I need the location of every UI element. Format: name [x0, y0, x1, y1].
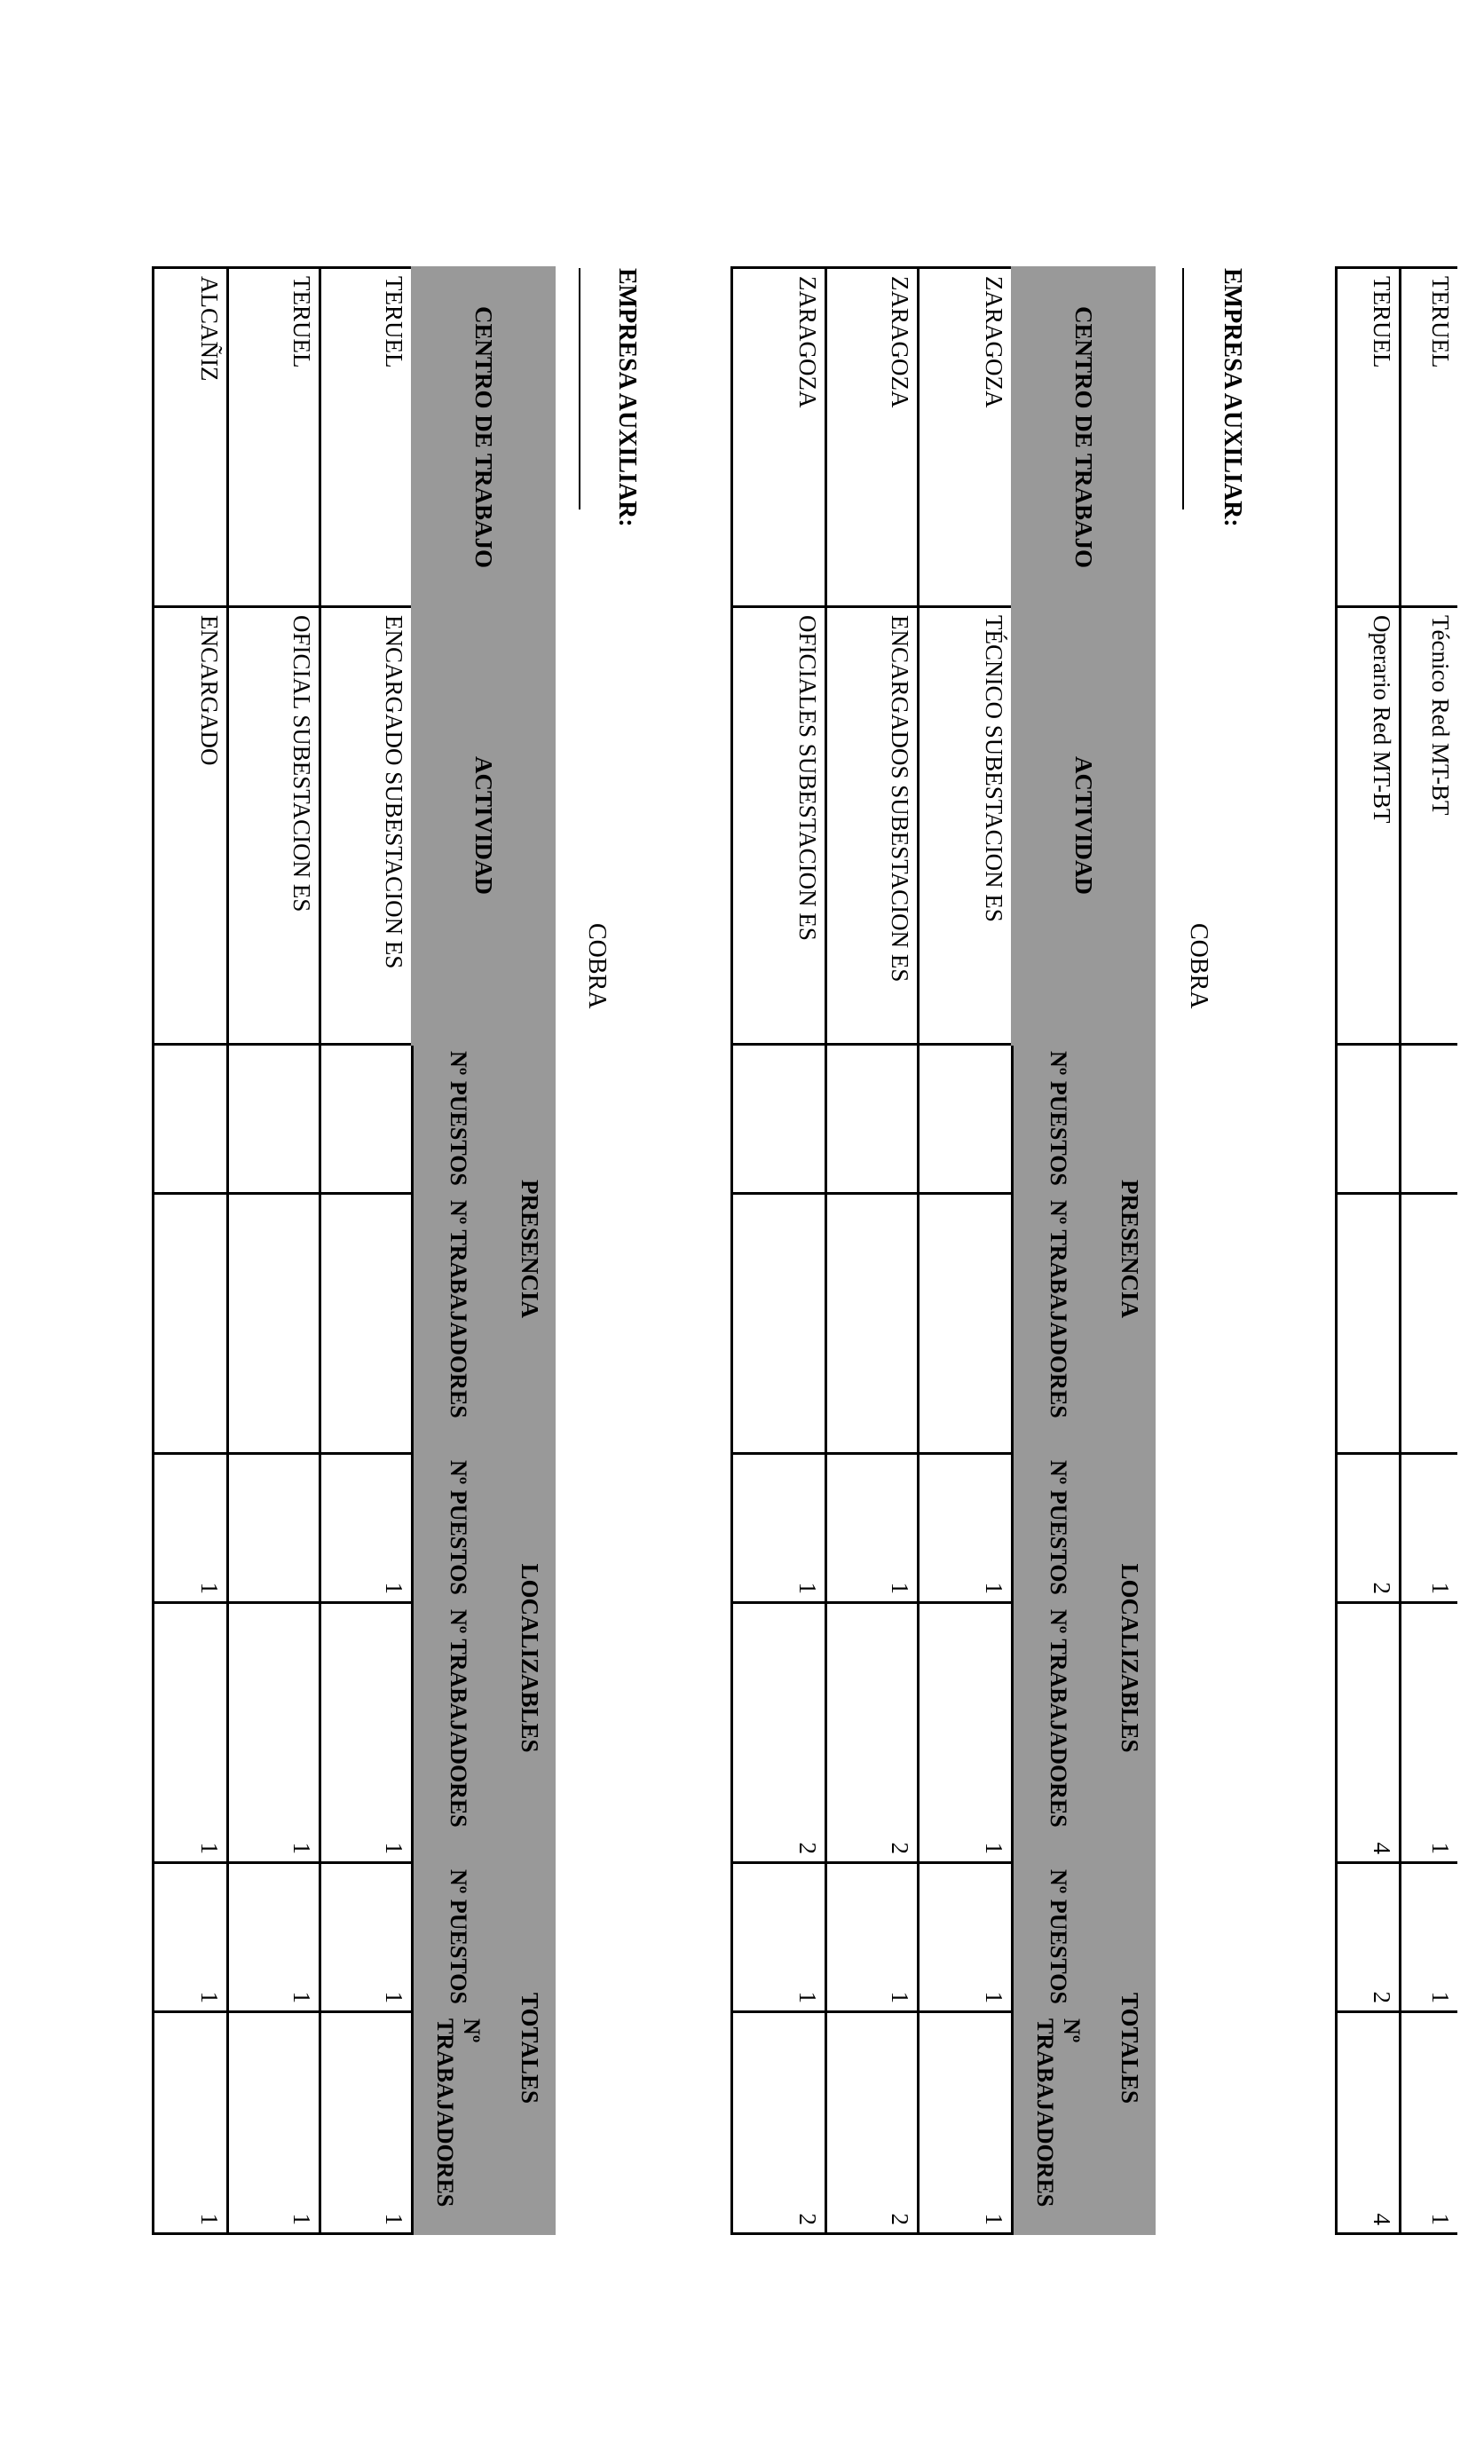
cell-presencia-puestos	[1337, 1045, 1401, 1194]
cell-localizables-trabajadores: 2	[732, 1603, 826, 1863]
cell-localizables-trabajadores: 1	[228, 1603, 320, 1863]
cell-presencia-puestos	[919, 1045, 1013, 1194]
header-localizables: LOCALIZABLES	[505, 1454, 555, 1863]
table-row	[154, 268, 228, 2234]
section2-table	[152, 266, 556, 2235]
cell-presencia-puestos	[826, 1045, 919, 1194]
cell-presencia-trabajadores	[1401, 1194, 1457, 1454]
cell-localizables-trabajadores: 2	[826, 1603, 919, 1863]
empresa-auxiliar-underline	[1182, 268, 1184, 509]
cell-presencia-trabajadores	[228, 1194, 320, 1454]
empresa-auxiliar-name: COBRA	[583, 923, 611, 1009]
cell-actividad: Operario Red MT-BT	[1337, 607, 1401, 1045]
cell-presencia-trabajadores	[919, 1194, 1013, 1454]
header-localizables-trabajadores: Nº TRABAJADORES	[1013, 1603, 1105, 1863]
cell-centro: TERUEL	[1401, 268, 1457, 607]
cell-presencia-trabajadores	[826, 1194, 919, 1454]
empresa-auxiliar-name: COBRA	[1185, 923, 1212, 1009]
table-row	[1337, 268, 1401, 2234]
header-localizables: LOCALIZABLES	[1105, 1454, 1155, 1863]
table-row	[228, 268, 320, 2234]
empresa-auxiliar-underline	[579, 268, 580, 509]
table-row	[826, 268, 919, 2234]
cell-totales-puestos: 1	[732, 1863, 826, 2012]
table-row	[320, 268, 413, 2234]
header-totales-trabajadores: Nº TRABAJADORES	[413, 2012, 505, 2234]
cell-centro: ALCAÑIZ	[154, 268, 228, 607]
cell-totales-trabajadores: 2	[826, 2012, 919, 2234]
cell-totales-puestos: 2	[1337, 1863, 1401, 2012]
cell-localizables-puestos: 1	[919, 1454, 1013, 1603]
header-centro-de-trabajo: CENTRO DE TRABAJO	[413, 268, 555, 607]
cell-centro: ZARAGOZA	[732, 268, 826, 607]
cell-totales-trabajadores: 1	[154, 2012, 228, 2234]
cell-localizables-trabajadores: 1	[320, 1603, 413, 1863]
cell-actividad: OFICIAL SUBESTACION ES	[228, 607, 320, 1045]
cell-presencia-trabajadores	[732, 1194, 826, 1454]
cell-actividad: ENCARGADO SUBESTACION ES	[320, 607, 413, 1045]
cell-totales-puestos: 1	[320, 1863, 413, 2012]
cell-centro: ZARAGOZA	[919, 268, 1013, 607]
table-row	[732, 268, 826, 2234]
cell-presencia-puestos	[228, 1045, 320, 1194]
cell-totales-trabajadores: 1	[1401, 2012, 1457, 2234]
cell-actividad: ENCARGADO	[154, 607, 228, 1045]
cell-presencia-trabajadores	[320, 1194, 413, 1454]
header-localizables-puestos: Nº PUESTOS	[1013, 1454, 1105, 1603]
cell-totales-puestos: 1	[154, 1863, 228, 2012]
cell-totales-trabajadores: 1	[228, 2012, 320, 2234]
header-actividad: ACTIVIDAD	[413, 607, 555, 1045]
cell-localizables-trabajadores: 1	[1401, 1603, 1457, 1863]
table-row	[919, 268, 1013, 2234]
cell-presencia-trabajadores	[154, 1194, 228, 1454]
cell-totales-puestos: 1	[826, 1863, 919, 2012]
cell-actividad: ENCARGADOS SUBESTACION ES	[826, 607, 919, 1045]
cell-totales-trabajadores: 2	[732, 2012, 826, 2234]
header-totales-puestos: Nº PUESTOS	[1013, 1863, 1105, 2012]
cell-localizables-trabajadores: 1	[154, 1603, 228, 1863]
cell-presencia-puestos	[1401, 1045, 1457, 1194]
cell-presencia-trabajadores	[1337, 1194, 1401, 1454]
cell-totales-puestos: 1	[919, 1863, 1013, 2012]
top-table	[1336, 266, 1458, 2235]
cell-localizables-puestos: 1	[154, 1454, 228, 1603]
header-localizables-puestos: Nº PUESTOS	[413, 1454, 505, 1603]
cell-localizables-puestos: 1	[826, 1454, 919, 1603]
header-presencia-trabajadores: Nº TRABAJADORES	[413, 1194, 505, 1454]
cell-localizables-puestos: 1	[320, 1454, 413, 1603]
cell-centro: ZARAGOZA	[826, 268, 919, 607]
cell-actividad: TÉCNICO SUBESTACION ES	[919, 607, 1013, 1045]
cell-totales-trabajadores: 4	[1337, 2012, 1401, 2234]
header-presencia-trabajadores: Nº TRABAJADORES	[1013, 1194, 1105, 1454]
cell-localizables-trabajadores: 1	[919, 1603, 1013, 1863]
cell-totales-puestos: 1	[228, 1863, 320, 2012]
header-presencia: PRESENCIA	[1105, 1045, 1155, 1454]
header-localizables-trabajadores: Nº TRABAJADORES	[413, 1603, 505, 1863]
header-totales-puestos: Nº PUESTOS	[413, 1863, 505, 2012]
header-totales-trabajadores: Nº TRABAJADORES	[1013, 2012, 1105, 2234]
header-actividad: ACTIVIDAD	[1013, 607, 1155, 1045]
cell-localizables-puestos: 1	[732, 1454, 826, 1603]
cell-actividad: OFICIALES SUBESTACION ES	[732, 607, 826, 1045]
cell-centro: TERUEL	[228, 268, 320, 607]
cell-presencia-puestos	[320, 1045, 413, 1194]
table-row	[1401, 268, 1457, 2234]
cell-localizables-puestos	[228, 1454, 320, 1603]
cell-actividad: Técnico Red MT-BT	[1401, 607, 1457, 1045]
empresa-auxiliar-label: EMPRESA AUXILIAR:	[1219, 268, 1246, 527]
cell-presencia-puestos	[732, 1045, 826, 1194]
cell-totales-puestos: 1	[1401, 1863, 1457, 2012]
cell-localizables-trabajadores: 4	[1337, 1603, 1401, 1863]
header-presencia: PRESENCIA	[505, 1045, 555, 1454]
empresa-auxiliar-label: EMPRESA AUXILIAR:	[613, 268, 641, 527]
header-presencia-puestos: Nº PUESTOS	[1013, 1045, 1105, 1194]
cell-centro: TERUEL	[320, 268, 413, 607]
section1-table	[730, 266, 1156, 2235]
cell-localizables-puestos: 2	[1337, 1454, 1401, 1603]
cell-localizables-puestos: 1	[1401, 1454, 1457, 1603]
header-totales: TOTALES	[1105, 1863, 1155, 2234]
cell-presencia-puestos	[154, 1045, 228, 1194]
cell-totales-trabajadores: 1	[320, 2012, 413, 2234]
cell-totales-trabajadores: 1	[919, 2012, 1013, 2234]
header-totales: TOTALES	[505, 1863, 555, 2234]
header-presencia-puestos: Nº PUESTOS	[413, 1045, 505, 1194]
header-centro-de-trabajo: CENTRO DE TRABAJO	[1013, 268, 1155, 607]
cell-centro: TERUEL	[1337, 268, 1401, 607]
